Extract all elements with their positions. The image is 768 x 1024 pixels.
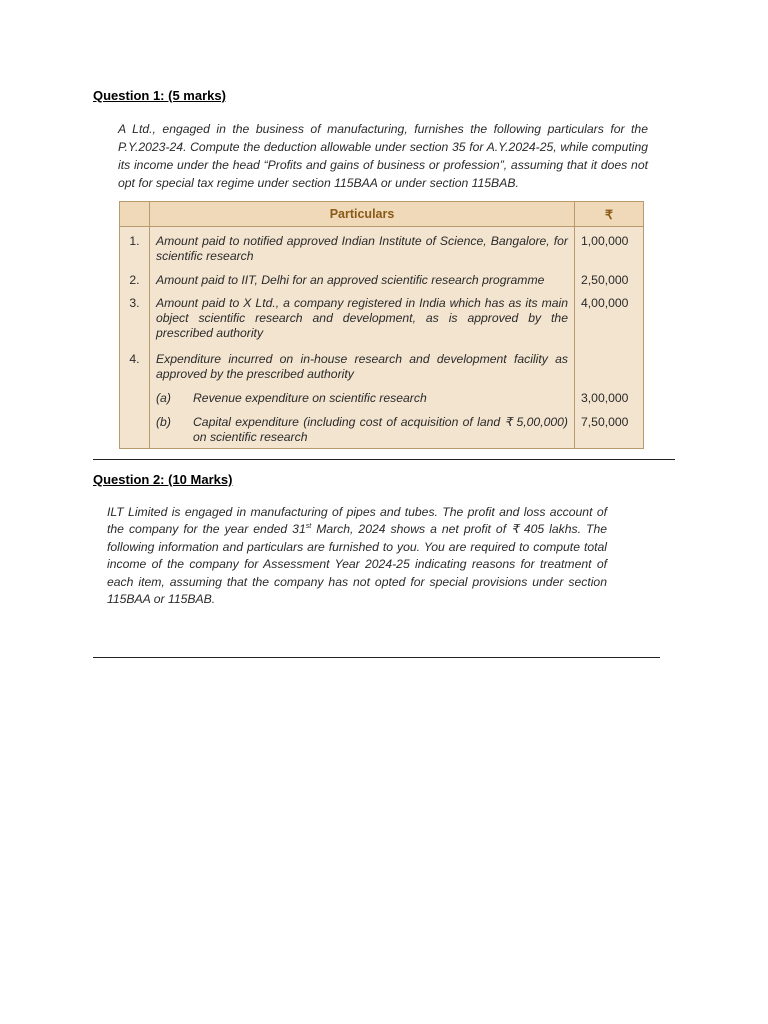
table-header-row [120, 202, 644, 227]
row-number [120, 385, 150, 409]
row-amount: 3,00,000 [575, 385, 644, 409]
sub-item-text: Revenue expenditure on scientific research [193, 391, 427, 405]
row-description: Expenditure incurred on in-house research and development facility as approved by the prescribed authority [156, 352, 568, 381]
row-description: Amount paid to X Ltd., a company registered in India which has as its main object scientific research and development, as is approved by the prescribed authority [156, 296, 568, 340]
question-2-intro: ILT Limited is engaged in manufacturing of pipes and tubes. The profit and loss account of the company for the year ended 31st March, 2024 shows a net profit of ₹ 405 lakhs. The following information and particulars are furnished to you. You are required to compute total income of the company for Assessment Year 2024-25 indicating reasons for treatment of each item, assuming that the company has not opted for special provisions under section 115BAA or 115BAB. [107, 505, 608, 607]
table-row [120, 267, 644, 291]
particulars-table [119, 201, 644, 449]
row-description: Amount paid to notified approved Indian Institute of Science, Bangalore, for scientific research [156, 234, 568, 263]
row-amount: 7,50,000 [575, 409, 644, 449]
sub-item-label: (b) [156, 415, 171, 429]
table-row [120, 344, 644, 385]
question-1-intro: A Ltd., engaged in the business of manufacturing, furnishes the following particulars for the P.Y.2023-24. Compute the deduction allowable under section 35 for A.Y.2024-25, while computing its income under the head “Profits and gains of business or profession”, assuming that it does not opt for special tax regime under section 115BAA or under section 115BAB. [118, 122, 648, 190]
amount-header: ₹ [575, 202, 644, 227]
row-amount: 4,00,000 [575, 291, 644, 344]
sn-header [120, 202, 150, 227]
table-row [120, 409, 644, 449]
question-2-heading: Question 2: (10 Marks) [93, 472, 233, 487]
table-row [120, 385, 644, 409]
row-number: 3. [120, 291, 150, 344]
separator-line [93, 459, 675, 460]
row-number: 4. [120, 344, 150, 385]
row-number [120, 409, 150, 449]
sub-item-label: (a) [156, 391, 171, 405]
particulars-header: Particulars [150, 202, 575, 227]
row-number: 1. [120, 227, 150, 268]
row-description [150, 409, 575, 449]
separator-line [93, 657, 660, 658]
row-amount: 1,00,000 [575, 227, 644, 268]
row-description [150, 385, 575, 409]
row-amount [575, 344, 644, 385]
question-1-heading: Question 1: (5 marks) [93, 88, 226, 103]
table-row [120, 227, 644, 268]
table-row [120, 291, 644, 344]
row-description: Amount paid to IIT, Delhi for an approved scientific research programme [156, 273, 545, 287]
row-amount: 2,50,000 [575, 267, 644, 291]
sub-item-text: Capital expenditure (including cost of acquisition of land ₹ 5,00,000) on scientific research [193, 415, 568, 444]
row-number: 2. [120, 267, 150, 291]
